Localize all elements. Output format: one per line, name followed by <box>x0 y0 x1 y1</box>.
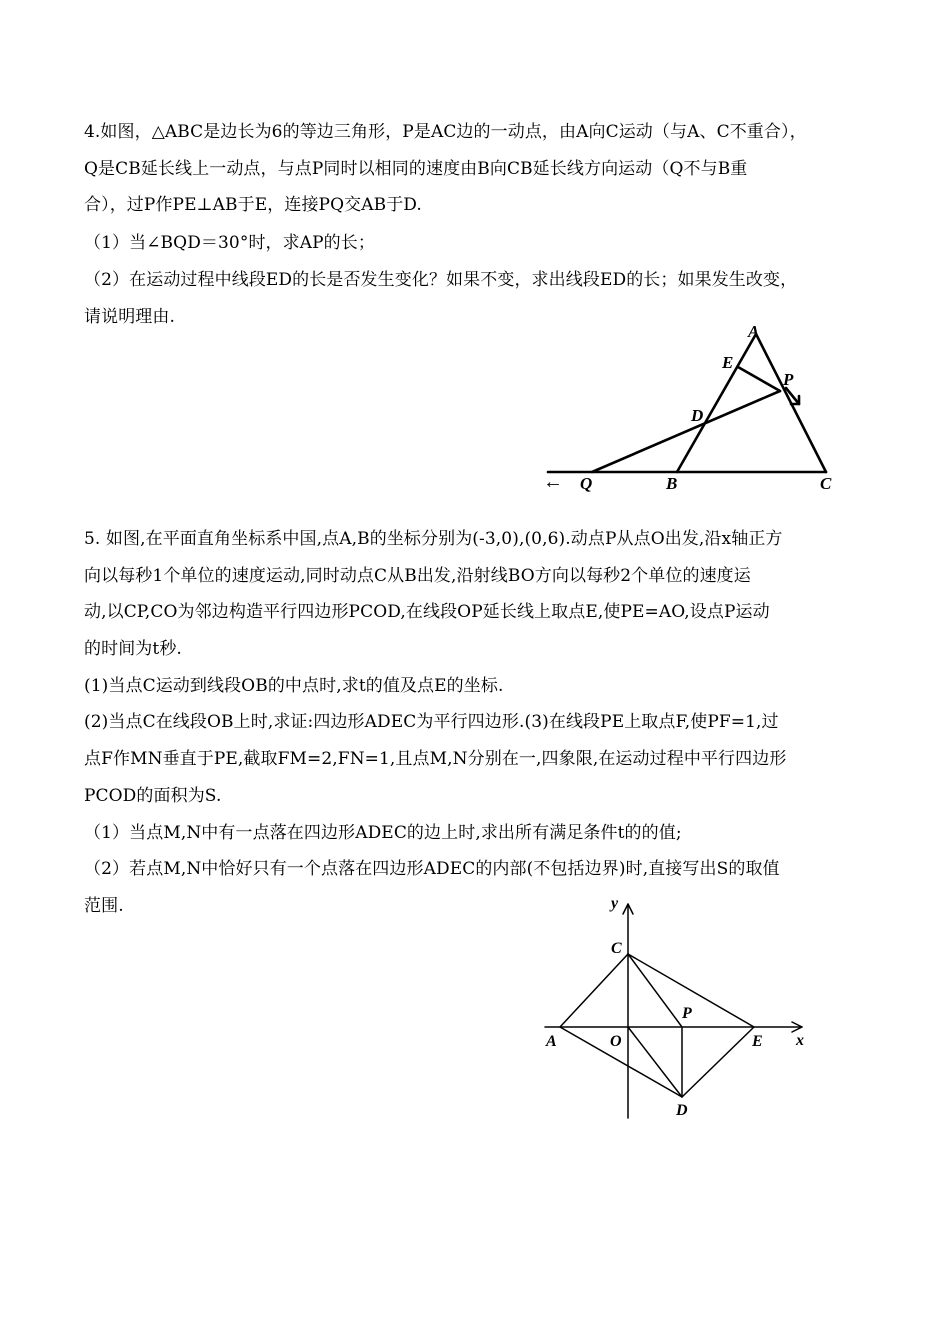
label-x: x <box>796 1032 804 1049</box>
segment-od <box>628 1027 682 1097</box>
label-y: y <box>611 895 619 912</box>
side-ab <box>677 334 756 472</box>
problem4-line-1: 4.如图，△ABC是边长为6的等边三角形，P是AC边的一动点，由A向C运动（与A、C不重合）， <box>84 122 807 142</box>
triangle-figure <box>540 322 850 502</box>
problem4-question-2: （2）在运动过程中线段ED的长是否发生变化？如果不变，求出线段ED的长；如果发生改变， <box>84 270 798 290</box>
problem5-question-2: (2)当点C在线段OB上时,求证:四边形ADEC为平行四边形.(3)在线段PE上取点F,使PF=1,过 <box>84 712 779 732</box>
label-b: B <box>666 474 678 493</box>
label-c: C <box>820 474 832 493</box>
problem4-line-3: 合），过P作PE⊥AB于E，连接PQ交AB于D. <box>84 195 422 215</box>
problem5-subquestion-2: （2）若点M,N中恰好只有一个点落在四边形ADEC的内部(不包括边界)时,直接写出S的取值 <box>84 859 780 879</box>
problem4-question-1: （1）当∠BQD＝30°时，求AP的长； <box>84 233 375 253</box>
problem5-subquestion-1: （1）当点M,N中有一点落在四边形ADEC的边上时,求出所有满足条件t的的值; <box>84 823 682 843</box>
segment-cp <box>628 954 682 1027</box>
problem5-line-2: 向以每秒1个单位的速度运动,同时动点C从B出发,沿射线BO方向以每秒2个单位的速度运 <box>84 566 751 586</box>
problem5-line-1: 5. 如图,在平面直角坐标系中国,点A,B的坐标分别为(-3,0),(0,6).动点P从点O出发,沿x轴正方 <box>84 529 783 549</box>
label-a: A <box>748 322 760 341</box>
problem5-question-1: (1)当点C运动到线段OB的中点时,求t的值及点E的坐标. <box>84 676 504 696</box>
label-p: P <box>682 1005 692 1022</box>
problem5-line-3: 动,以CP,CO为邻边构造平行四边形PCOD,在线段OP延长线上取点E,使PE=AO,设点P运动 <box>84 602 770 622</box>
label-a: A <box>546 1033 557 1050</box>
label-p: P <box>783 370 794 389</box>
problem5-subquestion-2-cont: 范围. <box>84 896 124 916</box>
label-d: D <box>676 1102 688 1119</box>
label-e: E <box>722 353 734 372</box>
label-e: E <box>752 1033 763 1050</box>
problem5-question-3: 点F作MN垂直于PE,截取FM=2,FN=1,且点M,N分别在一,四象限,在运动过程中平行四边形 <box>84 749 787 769</box>
label-o: O <box>610 1033 622 1050</box>
parallelogram-adec <box>560 954 754 1097</box>
label-arrow-left: ← <box>543 471 563 493</box>
label-q: Q <box>580 474 593 493</box>
coordinate-figure <box>540 892 820 1124</box>
problem5-question-3-cont: PCOD的面积为S. <box>84 786 222 806</box>
problem4-question-2-cont: 请说明理由. <box>84 307 176 327</box>
segment-qp <box>592 391 780 472</box>
label-c: C <box>611 940 622 957</box>
problem5-line-4: 的时间为t秒. <box>84 639 182 659</box>
problem4-line-2: Q是CB延长线上一动点，与点P同时以相同的速度由B向CB延长线方向运动（Q不与B重 <box>84 159 748 179</box>
label-d: D <box>691 406 704 425</box>
